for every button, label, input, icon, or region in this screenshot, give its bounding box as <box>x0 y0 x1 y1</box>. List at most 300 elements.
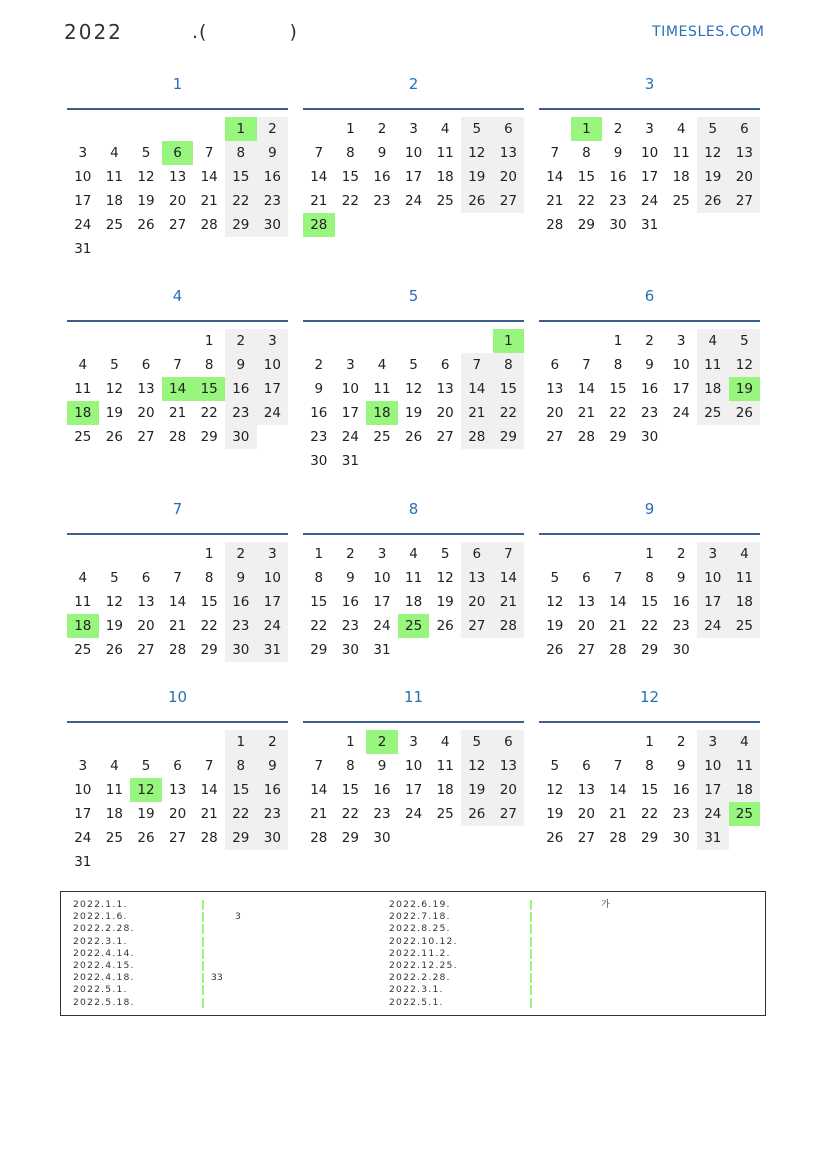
day-cell: 21 <box>461 401 493 425</box>
day-cell: 30 <box>672 642 690 658</box>
day-cell: 11 <box>74 594 92 610</box>
day-cell: 8 <box>645 758 654 774</box>
day-cell: 7 <box>550 145 560 161</box>
day-cell: 29 <box>341 830 359 846</box>
day-cell: 14 <box>169 594 187 610</box>
day-cell: 13 <box>493 754 525 778</box>
month-divider <box>67 533 288 535</box>
day-cell: 22 <box>200 618 218 634</box>
day-cell: 15 <box>341 782 359 798</box>
day-cell: 29 <box>200 642 218 658</box>
day-cell: 16 <box>373 782 391 798</box>
legend-date: 2022.2.28. <box>73 923 135 935</box>
day-cell: 15 <box>577 169 595 185</box>
day-cell: 9 <box>613 145 623 161</box>
day-cell: 9 <box>225 566 257 590</box>
legend-date: 2022.6.19. <box>389 899 451 910</box>
day-cell: 16 <box>341 594 359 610</box>
day-cell: 28 <box>310 830 328 846</box>
month-title: 4 <box>172 287 183 305</box>
legend-marker <box>530 998 532 1008</box>
day-cell: 8 <box>645 570 654 586</box>
day-cell: 20 <box>577 806 595 822</box>
day-cell: 30 <box>257 826 289 850</box>
legend-date: 2022.5.1. <box>73 984 128 996</box>
day-cell: 31 <box>257 638 289 662</box>
day-cell: 16 <box>373 169 391 185</box>
legend-date: 2022.4.18. <box>73 972 135 984</box>
day-cell: 23 <box>225 614 257 638</box>
day-cell: 18 <box>105 806 123 822</box>
day-cell: 23 <box>641 405 659 421</box>
day-cell: 11 <box>436 758 454 774</box>
day-cell: 21 <box>609 806 627 822</box>
day-cell: 20 <box>436 405 454 421</box>
day-cell: 10 <box>373 570 391 586</box>
day-cell: 30 <box>641 429 659 445</box>
month-divider <box>67 721 288 723</box>
day-cell: 7 <box>493 542 525 566</box>
legend-holiday-name: 가 <box>601 899 610 910</box>
day-cell: 10 <box>74 782 92 798</box>
day-cell: 26 <box>461 189 493 213</box>
day-cell: 15 <box>225 165 257 189</box>
day-cell: 31 <box>74 854 92 870</box>
day-cell: 10 <box>697 754 729 778</box>
day-cell: 12 <box>137 169 155 185</box>
day-cell: 3 <box>78 145 88 161</box>
day-cell: 8 <box>493 353 525 377</box>
day-cell: 5 <box>461 730 493 754</box>
day-cell: 31 <box>697 826 729 850</box>
day-cell: 27 <box>577 642 595 658</box>
day-cell: 11 <box>405 570 423 586</box>
subtitle-open: .( <box>192 21 208 43</box>
day-cell: 13 <box>436 381 454 397</box>
day-cell: 18 <box>436 782 454 798</box>
day-cell: 17 <box>405 169 423 185</box>
day-cell: 6 <box>550 357 560 373</box>
day-cell: 13 <box>461 566 493 590</box>
day-cell: 14 <box>493 566 525 590</box>
day-cell: 6 <box>729 117 761 141</box>
legend-date: 2022.1.1. <box>73 899 128 910</box>
day-cell: 6 <box>493 730 525 754</box>
day-cell: 30 <box>609 217 627 233</box>
day-cell: 21 <box>169 405 187 421</box>
day-cell: 5 <box>110 570 119 586</box>
day-cell: 7 <box>582 357 591 373</box>
day-cell: 16 <box>257 165 289 189</box>
day-cell: 29 <box>641 830 659 846</box>
day-cell: 5 <box>110 357 119 373</box>
day-cell: 11 <box>672 145 690 161</box>
day-cell: 15 <box>493 377 525 401</box>
legend-marker <box>202 900 204 910</box>
month-title: 6 <box>644 287 655 305</box>
day-cell: 17 <box>373 594 391 610</box>
day-cell: 22 <box>577 193 595 209</box>
day-cell: 7 <box>613 758 623 774</box>
legend-date: 2022.3.1. <box>73 935 128 947</box>
day-cell: 25 <box>74 642 92 658</box>
day-cell: 23 <box>225 401 257 425</box>
day-cell: 22 <box>310 618 328 634</box>
day-cell: 18 <box>105 193 123 209</box>
day-cell: 12 <box>461 141 493 165</box>
day-cell: 24 <box>373 618 391 634</box>
day-cell: 1 <box>314 546 324 562</box>
day-cell: 20 <box>169 806 187 822</box>
day-cell: 1 <box>204 546 214 562</box>
day-cell: 10 <box>74 169 92 185</box>
legend-marker <box>530 961 532 971</box>
day-cell: 15 <box>200 594 218 610</box>
day-cell: 26 <box>105 642 123 658</box>
day-cell: 12 <box>546 594 564 610</box>
day-cell: 2 <box>257 730 289 754</box>
day-cell: 8 <box>582 145 591 161</box>
day-cell: 22 <box>641 806 659 822</box>
holiday-day-cell: 15 <box>193 377 225 401</box>
day-cell: 4 <box>697 329 729 353</box>
day-cell: 9 <box>377 758 387 774</box>
day-cell: 4 <box>78 357 88 373</box>
day-cell: 21 <box>546 193 564 209</box>
month-divider <box>303 533 524 535</box>
day-cell: 17 <box>672 381 690 397</box>
day-cell: 21 <box>609 618 627 634</box>
month-divider <box>539 721 760 723</box>
day-cell: 18 <box>436 169 454 185</box>
month-divider <box>303 320 524 322</box>
day-cell: 19 <box>461 165 493 189</box>
day-cell: 2 <box>676 546 686 562</box>
holiday-day-cell: 25 <box>398 614 430 638</box>
day-cell: 2 <box>225 542 257 566</box>
holiday-day-cell: 18 <box>67 401 99 425</box>
day-cell: 23 <box>310 429 328 445</box>
day-cell: 11 <box>74 381 92 397</box>
day-cell: 5 <box>550 570 560 586</box>
day-cell: 12 <box>546 782 564 798</box>
day-cell: 13 <box>137 381 155 397</box>
day-cell: 25 <box>436 806 454 822</box>
day-cell: 3 <box>377 546 387 562</box>
day-cell: 27 <box>169 217 187 233</box>
day-cell: 12 <box>436 570 454 586</box>
day-cell: 20 <box>577 618 595 634</box>
day-cell: 14 <box>310 169 328 185</box>
day-cell: 4 <box>440 734 450 750</box>
day-cell: 29 <box>310 642 328 658</box>
day-cell: 21 <box>169 618 187 634</box>
legend-marker <box>530 912 532 922</box>
legend-date: 2022.5.1. <box>389 996 444 1008</box>
day-cell: 25 <box>105 830 123 846</box>
day-cell: 25 <box>436 193 454 209</box>
day-cell: 27 <box>493 189 525 213</box>
day-cell: 23 <box>609 193 627 209</box>
day-cell: 9 <box>257 754 289 778</box>
day-cell: 24 <box>641 193 659 209</box>
month-title: 7 <box>172 500 183 518</box>
day-cell: 4 <box>110 758 119 774</box>
day-cell: 10 <box>341 381 359 397</box>
day-cell: 11 <box>729 754 761 778</box>
day-cell: 6 <box>141 357 151 373</box>
day-cell: 30 <box>225 425 257 449</box>
month-divider <box>539 320 760 322</box>
holiday-day-cell: 14 <box>162 377 194 401</box>
day-cell: 20 <box>729 165 761 189</box>
day-cell: 16 <box>257 778 289 802</box>
day-cell: 28 <box>169 642 187 658</box>
day-cell: 9 <box>676 570 686 586</box>
day-cell: 8 <box>346 145 355 161</box>
day-cell: 1 <box>613 333 623 349</box>
day-cell: 2 <box>645 333 654 349</box>
day-cell: 19 <box>137 806 155 822</box>
brand-link[interactable]: TIMESLES.COM <box>652 24 765 40</box>
day-cell: 27 <box>137 429 155 445</box>
legend-date: 2022.4.15. <box>73 960 135 971</box>
day-cell: 6 <box>582 758 591 774</box>
day-cell: 27 <box>546 429 564 445</box>
day-cell: 13 <box>137 594 155 610</box>
day-cell: 1 <box>346 734 355 750</box>
day-cell: 24 <box>257 614 289 638</box>
legend-holiday-name: 33 <box>211 972 223 984</box>
legend-marker <box>530 973 532 983</box>
day-cell: 29 <box>225 826 257 850</box>
day-cell: 22 <box>200 405 218 421</box>
legend-marker <box>530 900 532 910</box>
day-cell: 12 <box>461 754 493 778</box>
day-cell: 16 <box>225 590 257 614</box>
day-cell: 5 <box>409 357 418 373</box>
day-cell: 23 <box>373 806 391 822</box>
day-cell: 24 <box>405 193 423 209</box>
subtitle-close: ) <box>289 21 298 43</box>
day-cell: 23 <box>373 193 391 209</box>
day-cell: 30 <box>341 642 359 658</box>
day-cell: 22 <box>493 401 525 425</box>
legend-marker <box>530 985 532 995</box>
legend-date: 2022.8.25. <box>389 923 451 935</box>
day-cell: 7 <box>204 758 214 774</box>
day-cell: 20 <box>137 405 155 421</box>
day-cell: 11 <box>697 353 729 377</box>
day-cell: 26 <box>137 830 155 846</box>
day-cell: 19 <box>461 778 493 802</box>
month-divider <box>67 320 288 322</box>
day-cell: 10 <box>641 145 659 161</box>
day-cell: 4 <box>440 121 450 137</box>
day-cell: 14 <box>200 782 218 798</box>
day-cell: 15 <box>341 169 359 185</box>
day-cell: 1 <box>204 333 214 349</box>
day-cell: 18 <box>729 778 761 802</box>
day-cell: 27 <box>436 429 454 445</box>
day-cell: 16 <box>609 169 627 185</box>
legend-marker <box>202 973 204 983</box>
day-cell: 9 <box>676 758 686 774</box>
day-cell: 26 <box>137 217 155 233</box>
day-cell: 29 <box>225 213 257 237</box>
day-cell: 6 <box>173 758 182 774</box>
day-cell: 7 <box>173 357 182 373</box>
day-cell: 28 <box>169 429 187 445</box>
day-cell: 9 <box>346 570 355 586</box>
day-cell: 20 <box>169 193 187 209</box>
day-cell: 3 <box>676 333 686 349</box>
holiday-day-cell: 12 <box>130 778 162 802</box>
month-title: 8 <box>408 500 419 518</box>
day-cell: 29 <box>200 429 218 445</box>
holiday-day-cell: 19 <box>729 377 761 401</box>
day-cell: 20 <box>137 618 155 634</box>
day-cell: 24 <box>405 806 423 822</box>
day-cell: 25 <box>697 401 729 425</box>
day-cell: 28 <box>461 425 493 449</box>
legend-marker <box>202 912 204 922</box>
day-cell: 5 <box>141 145 151 161</box>
day-cell: 10 <box>405 145 423 161</box>
day-cell: 15 <box>225 778 257 802</box>
holiday-legend <box>60 891 766 1016</box>
legend-marker <box>530 924 532 934</box>
day-cell: 7 <box>314 758 324 774</box>
day-cell: 3 <box>409 734 418 750</box>
month-title: 2 <box>408 75 419 93</box>
legend-marker <box>530 937 532 947</box>
day-cell: 17 <box>405 782 423 798</box>
day-cell: 4 <box>409 546 418 562</box>
day-cell: 20 <box>493 165 525 189</box>
day-cell: 27 <box>577 830 595 846</box>
day-cell: 8 <box>204 570 214 586</box>
day-cell: 28 <box>609 642 627 658</box>
day-cell: 16 <box>225 377 257 401</box>
day-cell: 28 <box>200 830 218 846</box>
day-cell: 2 <box>377 121 387 137</box>
day-cell: 26 <box>461 802 493 826</box>
day-cell: 10 <box>257 353 289 377</box>
day-cell: 8 <box>346 758 355 774</box>
day-cell: 25 <box>672 193 690 209</box>
day-cell: 16 <box>672 594 690 610</box>
day-cell: 18 <box>697 377 729 401</box>
day-cell: 10 <box>405 758 423 774</box>
day-cell: 19 <box>546 806 564 822</box>
day-cell: 12 <box>405 381 423 397</box>
day-cell: 10 <box>257 566 289 590</box>
day-cell: 11 <box>436 145 454 161</box>
day-cell: 14 <box>200 169 218 185</box>
day-cell: 25 <box>729 614 761 638</box>
day-cell: 11 <box>729 566 761 590</box>
day-cell: 24 <box>74 217 92 233</box>
day-cell: 31 <box>373 642 391 658</box>
day-cell: 5 <box>729 329 761 353</box>
day-cell: 29 <box>493 425 525 449</box>
day-cell: 2 <box>314 357 324 373</box>
month-title: 3 <box>644 75 655 93</box>
day-cell: 6 <box>493 117 525 141</box>
holiday-day-cell: 18 <box>67 614 99 638</box>
day-cell: 19 <box>105 405 123 421</box>
day-cell: 11 <box>105 169 123 185</box>
holiday-day-cell: 1 <box>225 117 257 141</box>
holiday-day-cell: 28 <box>303 213 335 237</box>
day-cell: 29 <box>577 217 595 233</box>
legend-date: 2022.3.1. <box>389 984 444 996</box>
day-cell: 21 <box>310 193 328 209</box>
day-cell: 21 <box>310 806 328 822</box>
month-title: 5 <box>408 287 419 305</box>
day-cell: 17 <box>74 193 92 209</box>
day-cell: 24 <box>74 830 92 846</box>
day-cell: 26 <box>729 401 761 425</box>
day-cell: 1 <box>225 730 257 754</box>
day-cell: 8 <box>225 754 257 778</box>
day-cell: 16 <box>641 381 659 397</box>
day-cell: 30 <box>257 213 289 237</box>
day-cell: 24 <box>697 614 729 638</box>
legend-date: 2022.12.25. <box>389 960 458 971</box>
day-cell: 10 <box>697 566 729 590</box>
day-cell: 2 <box>613 121 623 137</box>
day-cell: 17 <box>341 405 359 421</box>
day-cell: 19 <box>137 193 155 209</box>
day-cell: 31 <box>641 217 659 233</box>
day-cell: 28 <box>577 429 595 445</box>
day-cell: 13 <box>577 594 595 610</box>
day-cell: 29 <box>641 642 659 658</box>
day-cell: 28 <box>493 614 525 638</box>
month-divider <box>539 108 760 110</box>
day-cell: 1 <box>645 734 654 750</box>
day-cell: 22 <box>225 802 257 826</box>
day-cell: 6 <box>461 542 493 566</box>
day-cell: 27 <box>461 614 493 638</box>
day-cell: 23 <box>257 189 289 213</box>
day-cell: 13 <box>546 381 564 397</box>
day-cell: 9 <box>225 353 257 377</box>
month-title: 11 <box>403 688 424 706</box>
day-cell: 31 <box>341 453 359 469</box>
legend-marker <box>202 985 204 995</box>
day-cell: 30 <box>672 830 690 846</box>
holiday-day-cell: 18 <box>366 401 398 425</box>
day-cell: 27 <box>729 189 761 213</box>
legend-marker <box>202 949 204 959</box>
day-cell: 23 <box>341 618 359 634</box>
calendar-subtitle <box>192 21 298 43</box>
day-cell: 5 <box>141 758 151 774</box>
day-cell: 26 <box>436 618 454 634</box>
day-cell: 28 <box>609 830 627 846</box>
day-cell: 2 <box>225 329 257 353</box>
day-cell: 16 <box>310 405 328 421</box>
day-cell: 17 <box>641 169 659 185</box>
day-cell: 13 <box>169 169 187 185</box>
day-cell: 8 <box>204 357 214 373</box>
day-cell: 15 <box>641 594 659 610</box>
holiday-day-cell: 6 <box>162 141 194 165</box>
day-cell: 21 <box>200 193 218 209</box>
